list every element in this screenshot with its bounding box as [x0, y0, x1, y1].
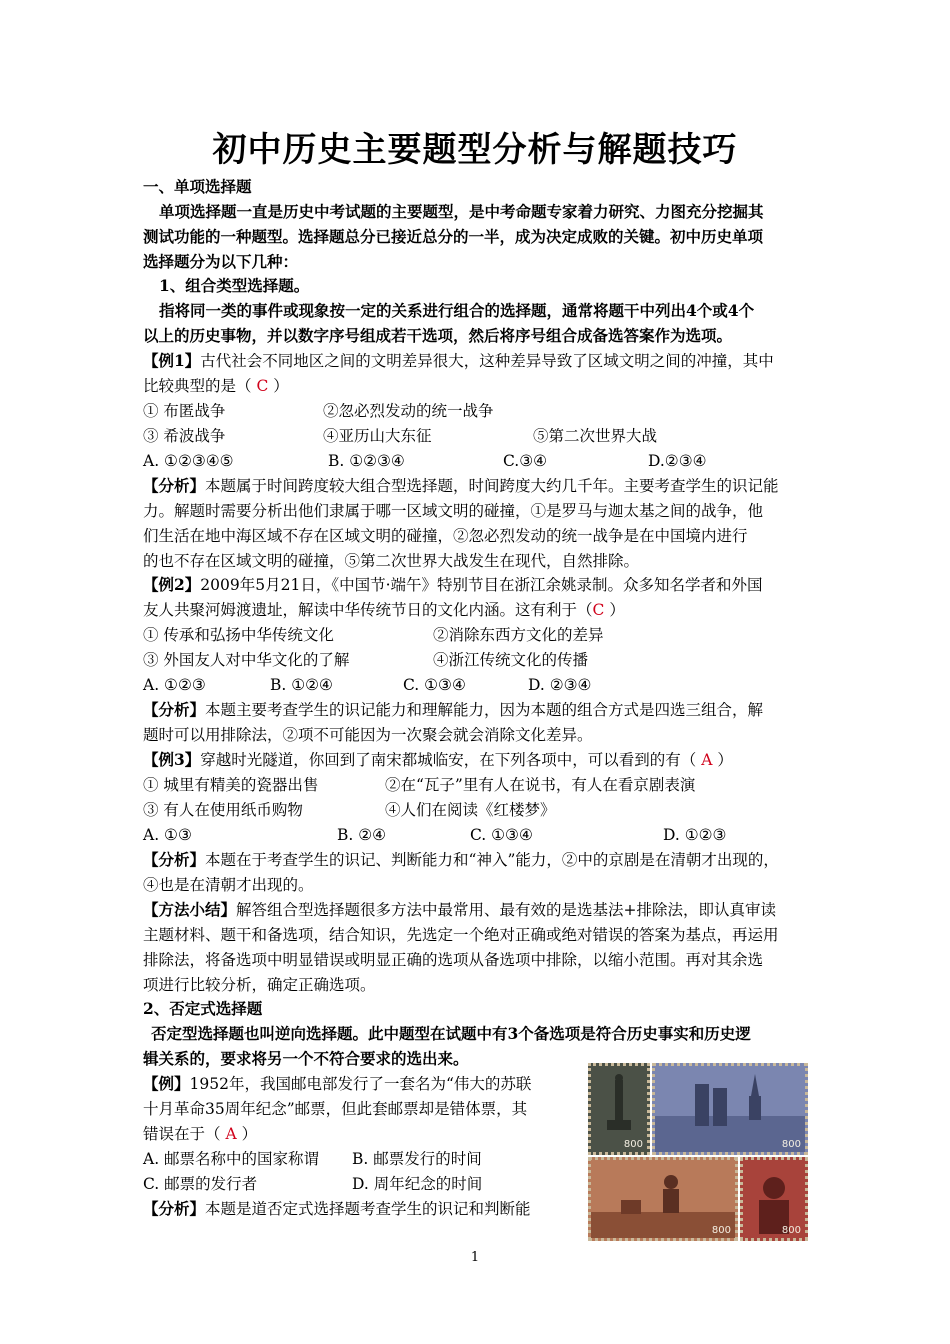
intro-line-2: 测试功能的一种题型。选择题总分已接近总分的一半，成为决定成败的关键。初中历史单项	[143, 227, 764, 246]
ex2-analysis-line-2: 题时可以用排除法，②项不可能因为一次聚会就会消除文化差异。	[143, 726, 593, 744]
intro-line-3: 选择题分为以下几种：	[143, 252, 299, 271]
ex3-analysis-line-2: ④也是在清朝才出现的。	[143, 876, 314, 894]
ex4-analysis: 【分析】本题是道否定式选择题考查学生的识记和判断能	[143, 1199, 531, 1218]
ex4-option-c: C. 邮票的发行者	[143, 1175, 258, 1193]
answer-mark: C	[592, 601, 605, 619]
subheading-1: 1、组合类型选择题。	[159, 276, 310, 295]
ex2-item-3: ③ 外国友人对中华文化的了解	[143, 651, 350, 669]
ex1-analysis-line-2: 力。解题时需要分析出他们隶属于哪一区域文明的碰撞，①是罗马与迦太基之间的战争，他	[143, 502, 764, 520]
ex2-analysis-line-1: 【分析】本题主要考查学生的识记能力和理解能力，因为本题的组合方式是四选三组合，解	[143, 700, 764, 719]
method-summary-line-2: 主题材料、题干和备选项，结合知识，先选定一个绝对正确或绝对错误的答案为基点，再运用	[143, 926, 779, 944]
ex2-item-2: ②消除东西方文化的差异	[433, 626, 604, 644]
ex3-analysis-line-1: 【分析】本题在于考查学生的识记、判断能力和“神入”能力，②中的京剧是在清朝才出现的，	[143, 850, 779, 869]
ex3-option-a: A. ①③	[143, 826, 192, 844]
method-summary-line-1: 【方法小结】解答组合型选择题很多方法中最常用、最有效的是选基法+排除法，即认真审读	[143, 900, 777, 919]
stamp-lenin-speech: 800	[588, 1157, 738, 1241]
method-summary-line-4: 项进行比较分析，确定正确选项。	[143, 976, 376, 994]
subheading-2: 2、否定式选择题	[143, 999, 263, 1018]
ex1-item-5: ⑤第二次世界大战	[533, 427, 658, 445]
example-2-question-line-2: 友人共聚河姆渡遗址，解读中华传统节日的文化内涵。这有利于（C ）	[143, 601, 625, 619]
ex3-item-4: ④人们在阅读《红楼梦》	[385, 801, 556, 819]
ex2-item-1: ① 传承和弘扬中华传统文化	[143, 626, 334, 644]
answer-mark: C	[256, 377, 269, 395]
section-heading: 一、单项选择题	[143, 177, 252, 196]
ex2-option-a: A. ①②③	[143, 676, 206, 694]
ex3-item-1: ① 城里有精美的瓷器出售	[143, 776, 319, 794]
ex1-analysis-line-3: 们生活在地中海区域不存在区域文明的碰撞，②忽必烈发动的统一战争是在中国境内进行	[143, 527, 748, 545]
ex1-option-b: B. ①②③④	[328, 452, 405, 470]
ex1-analysis-line-1: 【分析】本题属于时间跨度较大组合型选择题，时间跨度大约几千年。主要考查学生的识记能	[143, 476, 779, 495]
example-4-question-line-3: 错误在于（ A ）	[143, 1125, 258, 1143]
ex4-option-a: A. 邮票名称中的国家称谓	[143, 1150, 320, 1168]
ex3-option-d: D. ①②③	[663, 826, 727, 844]
stamps-image	[588, 1063, 808, 1241]
example-label: 【例1】	[143, 351, 201, 370]
ex1-item-4: ④亚历山大东征	[323, 427, 432, 445]
ex3-option-b: B. ②④	[337, 826, 387, 844]
stamp-monument: 800	[588, 1063, 650, 1155]
ex3-item-3: ③ 有人在使用纸币购物	[143, 801, 303, 819]
answer-mark: A	[225, 1125, 237, 1143]
ex3-item-2: ②在“瓦子”里有人在说书，有人在看京剧表演	[385, 776, 696, 794]
example-4-question-line-1: 【例】1952年，我国邮电部发行了一套名为“伟大的苏联	[143, 1074, 532, 1093]
answer-mark: A	[701, 751, 713, 769]
ex2-option-d: D. ②③④	[528, 676, 592, 694]
ex1-analysis-line-4: 的也不存在区域文明的碰撞，⑤第二次世界大战发生在现代，自然排除。	[143, 552, 640, 570]
page-title: 初中历史主要题型分析与解题技巧	[212, 130, 738, 170]
ex1-option-c: C.③④	[503, 452, 548, 470]
ex1-item-3: ③ 希波战争	[143, 427, 226, 445]
sub1-desc-2: 以上的历史事物，并以数字序号组成若干选项，然后将序号组合成备选答案作为选项。	[143, 326, 733, 345]
ex1-option-d: D.②③④	[648, 452, 707, 470]
example-1-question-line-2: 比较典型的是（ C ）	[143, 377, 289, 395]
ex2-option-c: C. ①③④	[403, 676, 466, 694]
ex1-option-a: A. ①②③④⑤	[143, 452, 234, 470]
method-summary-line-3: 排除法，将备选项中明显错误或明显正确的选项从备选项中排除，以缩小范围。再对其余选	[143, 951, 764, 969]
stamp-kremlin: 800	[652, 1063, 808, 1155]
ex2-option-b: B. ①②④	[270, 676, 333, 694]
sub1-desc-1: 指将同一类的事件或现象按一定的关系进行组合的选择题，通常将题干中列出4个或4个	[159, 301, 755, 320]
ex1-item-1: ① 布匿战争	[143, 402, 226, 420]
intro-line-1: 单项选择题一直是历史中考试题的主要题型，是中考命题专家着力研究、力图充分挖掘其	[159, 202, 764, 221]
ex4-option-d: D. 周年纪念的时间	[352, 1175, 483, 1193]
ex2-item-4: ④浙江传统文化的传播	[433, 651, 589, 669]
page-number: 1	[470, 1250, 480, 1265]
example-1-question-line-1: 【例1】古代社会不同地区之间的文明差异很大，这种差异导致了区域文明之间的冲撞，其中	[143, 351, 774, 370]
stamp-portrait: 800	[740, 1157, 808, 1241]
example-4-question-line-2: 十月革命35周年纪念”邮票，但此套邮票却是错体票，其	[143, 1100, 528, 1118]
example-3-question: 【例3】穿越时光隧道，你回到了南宋都城临安，在下列各项中，可以看到的有（ A ）	[143, 750, 733, 769]
sub2-desc-1: 否定型选择题也叫逆向选择题。此中题型在试题中有3个备选项是符合历史事实和历史逻	[151, 1024, 751, 1043]
ex1-item-2: ②忽必烈发动的统一战争	[323, 402, 494, 420]
example-2-question-line-1: 【例2】2009年5月21日，《中国节·端午》特别节目在浙江余姚录制。众多知名学者和外国	[143, 575, 763, 594]
ex4-option-b: B. 邮票发行的时间	[352, 1150, 482, 1168]
ex3-option-c: C. ①③④	[470, 826, 533, 844]
sub2-desc-2: 辑关系的，要求将另一个不符合要求的选出来。	[143, 1049, 469, 1068]
